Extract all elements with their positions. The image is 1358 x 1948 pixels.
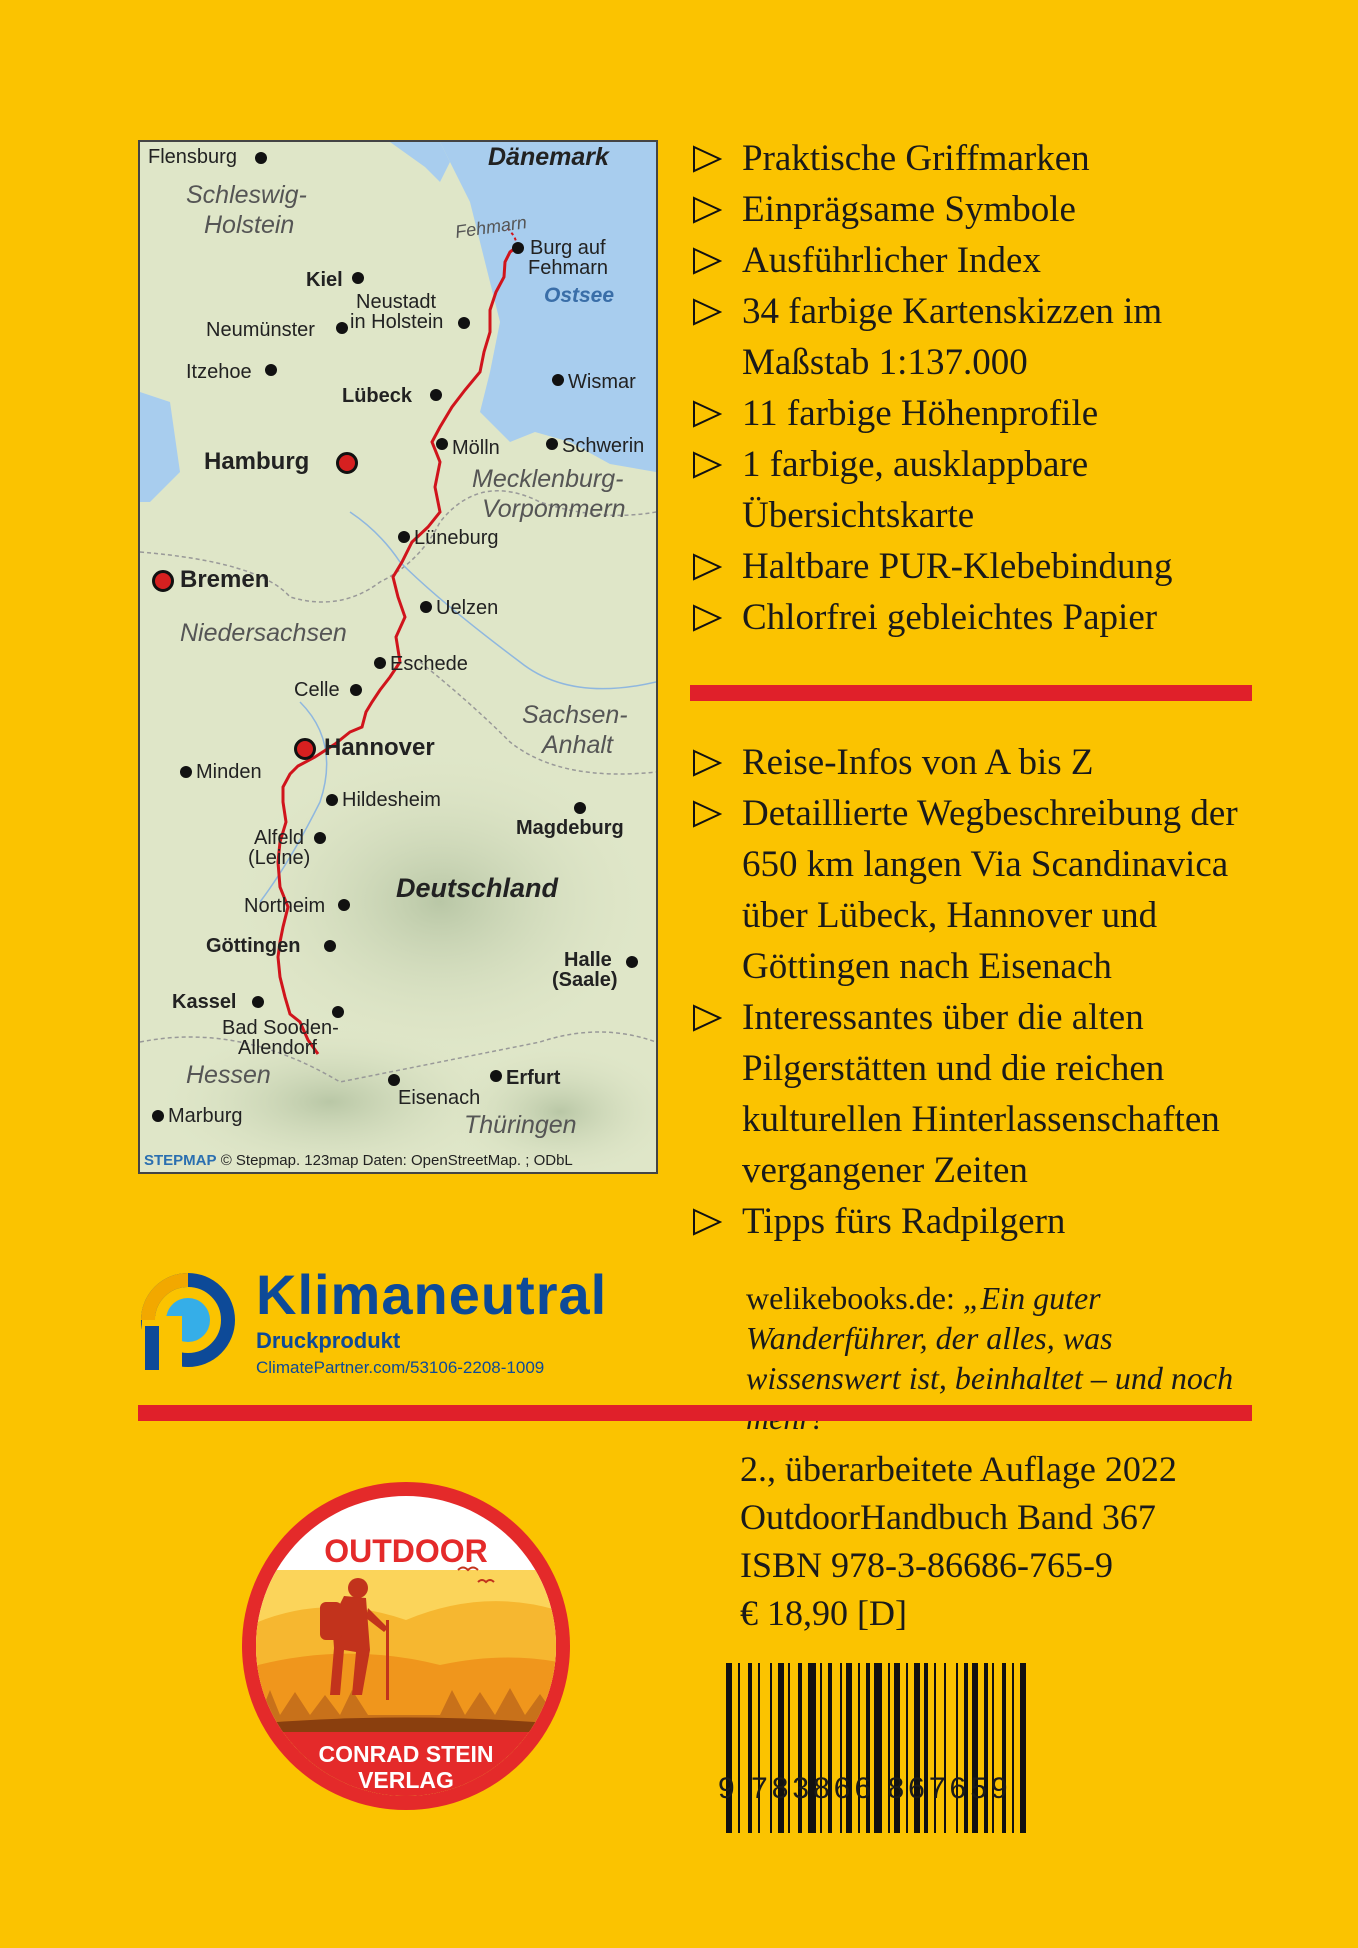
climatepartner-icon — [138, 1270, 238, 1380]
bremen-dot — [152, 570, 174, 592]
isbn-barcode — [724, 1663, 1104, 1833]
badge-line1: CONRAD STEIN — [318, 1741, 494, 1767]
list-item: Einprägsame Symbole — [690, 184, 1342, 235]
label-kassel: Kassel — [172, 991, 237, 1013]
label-leine: (Leine) — [248, 847, 311, 869]
triangle-bullet-icon — [692, 451, 722, 479]
label-allendorf: Allendorf — [238, 1037, 317, 1059]
label-saale: (Saale) — [552, 969, 618, 991]
label-minden: Minden — [196, 761, 262, 783]
luebeck-dot — [430, 389, 442, 401]
magdeburg-dot — [574, 802, 586, 814]
badge-top-text: OUTDOOR — [324, 1533, 488, 1569]
label-celle: Celle — [294, 679, 340, 701]
list-item: Praktische Griffmarken — [690, 133, 1342, 184]
burg-dot — [512, 242, 524, 254]
barcode-number: 9 783866 867659 — [718, 1772, 1012, 1805]
neumuenster-dot — [336, 322, 348, 334]
marburg-dot — [152, 1110, 164, 1122]
itzehoe-dot — [265, 364, 277, 376]
lueneburg-dot — [398, 531, 410, 543]
triangle-bullet-icon — [692, 196, 722, 224]
moelln-dot — [436, 438, 448, 450]
label-hannover: Hannover — [324, 734, 435, 761]
triangle-bullet-icon — [692, 298, 722, 326]
wismar-dot — [552, 374, 564, 386]
label-kiel: Kiel — [306, 269, 343, 291]
divider-red — [690, 685, 1252, 701]
label-meckl1: Mecklenburg- — [472, 465, 624, 493]
kassel-dot — [252, 996, 264, 1008]
list-item: 34 farbige Kartenskizzen im Maßstab 1:137.000 — [690, 286, 1262, 388]
label-hessen: Hessen — [186, 1061, 271, 1089]
hamburg-dot — [336, 452, 358, 474]
label-goettingen: Göttingen — [206, 935, 301, 957]
label-erfurt: Erfurt — [506, 1067, 561, 1089]
label-badsooden: Bad Sooden- — [222, 1017, 339, 1039]
label-burg2: Fehmarn — [528, 257, 609, 279]
alfeld-dot — [314, 832, 326, 844]
label-uelzen: Uelzen — [436, 597, 499, 619]
triangle-bullet-icon — [692, 247, 722, 275]
isbn: ISBN 978-3-86686-765-9 — [740, 1545, 1113, 1585]
triangle-bullet-icon — [692, 749, 722, 777]
label-halle: Halle — [564, 949, 612, 971]
list-item: Detaillierte Wegbeschreibung der 650 km langen Via Scandinavica über Lübeck, Hannover und Göttingen nach Eisenach — [690, 788, 1277, 992]
label-magdeburg: Magdeburg — [516, 817, 624, 839]
triangle-bullet-icon — [692, 400, 722, 428]
route-map — [138, 140, 658, 1174]
label-sachsen1: Sachsen- — [522, 701, 628, 729]
series: OutdoorHandbuch Band 367 — [740, 1497, 1156, 1537]
triangle-bullet-icon — [692, 1004, 722, 1032]
label-neustadt: Neustadt — [356, 291, 437, 313]
eisenach-dot — [388, 1074, 400, 1086]
label-alfeld: Alfeld — [254, 827, 305, 849]
klima-title: Klimaneutral — [256, 1263, 608, 1326]
label-flensburg: Flensburg — [148, 146, 237, 168]
divider-red-bottom — [138, 1405, 1252, 1421]
quote-text: „Ein guter Wanderführer, der alles, was wissenswert ist, beinhaltet – und noch — [746, 1280, 1234, 1396]
label-meckl2: Vorpommern — [482, 495, 626, 523]
erfurt-dot — [490, 1070, 502, 1082]
label-sachsen2: Anhalt — [542, 731, 613, 759]
label-neumuenster: Neumünster — [206, 319, 315, 341]
edition: 2., überarbeitete Auflage 2022 — [740, 1449, 1177, 1489]
label-ostsee: Ostsee — [544, 284, 615, 307]
flensburg-dot — [255, 152, 267, 164]
list-item: Interessantes über die alten Pilgerstätten und die reichen kulturellen Hinterlassenschaften vergangener Zeiten — [690, 992, 1312, 1196]
label-eschede: Eschede — [390, 653, 468, 675]
label-itzehoe: Itzehoe — [186, 361, 252, 383]
triangle-bullet-icon — [692, 145, 722, 173]
label-niedersachsen: Niedersachsen — [180, 619, 347, 647]
label-northeim: Northeim — [244, 895, 326, 917]
label-fehmarn-island: Fehmarn — [453, 212, 529, 242]
feature-list-print — [690, 133, 1342, 643]
list-item: Reise-Infos von A bis Z — [690, 737, 1312, 788]
map-credit-text: © Stepmap. 123map Daten: OpenStreetMap. ; ODbL — [220, 1152, 573, 1169]
minden-dot — [180, 766, 192, 778]
stepmap-logo: STEPMAP — [144, 1152, 217, 1169]
kiel-dot — [352, 272, 364, 284]
label-wismar: Wismar — [568, 371, 636, 393]
feature-list-content — [690, 737, 1312, 1247]
label-marburg: Marburg — [168, 1105, 243, 1127]
label-luebeck: Lübeck — [342, 385, 413, 407]
triangle-bullet-icon — [692, 553, 722, 581]
triangle-bullet-icon — [692, 800, 722, 828]
list-item: Tipps fürs Radpilgern — [690, 1196, 1312, 1247]
label-burg: Burg auf — [530, 237, 606, 259]
label-deutschland: Deutschland — [396, 873, 559, 903]
hannover-dot — [294, 738, 316, 760]
outdoor-badge — [240, 1480, 572, 1812]
schwerin-dot — [546, 438, 558, 450]
label-holstein: Holstein — [204, 211, 295, 239]
label-moelln: Mölln — [452, 437, 500, 459]
triangle-bullet-icon — [692, 1208, 722, 1236]
map-credit — [144, 1152, 573, 1169]
label-daenemark: Dänemark — [488, 143, 609, 171]
label-neustadt2: in Holstein — [350, 311, 444, 333]
label-bremen: Bremen — [180, 566, 270, 593]
neustadt-dot — [458, 317, 470, 329]
klima-subtitle: Druckprodukt — [256, 1328, 401, 1353]
klima-url[interactable]: ClimatePartner.com/53106-2208-1009 — [256, 1358, 545, 1377]
price: € 18,90 [D] — [740, 1593, 907, 1633]
halle-dot — [626, 956, 638, 968]
label-lueneburg: Lüneburg — [414, 527, 499, 549]
eschede-dot — [374, 657, 386, 669]
triangle-bullet-icon — [692, 604, 722, 632]
label-hamburg: Hamburg — [204, 448, 310, 475]
publication-info — [740, 1445, 1177, 1637]
celle-dot — [350, 684, 362, 696]
label-eisenach: Eisenach — [398, 1087, 481, 1109]
list-item: 11 farbige Höhenprofile — [690, 388, 1342, 439]
label-thueringen: Thüringen — [464, 1111, 577, 1139]
climate-neutral-logo — [138, 1263, 668, 1380]
list-item: Ausführlicher Index — [690, 235, 1342, 286]
label-hildesheim: Hildesheim — [342, 789, 441, 811]
badge-line2: VERLAG — [358, 1767, 454, 1793]
list-item: Haltbare PUR-Klebebindung — [690, 541, 1342, 592]
list-item: 1 farbige, ausklappbare Übersichtskarte — [690, 439, 1222, 541]
goettingen-dot — [324, 940, 336, 952]
list-item: Chlorfrei gebleichtes Papier — [690, 592, 1342, 643]
northeim-dot — [338, 899, 350, 911]
label-schwerin: Schwerin — [562, 435, 645, 457]
hildesheim-dot — [326, 794, 338, 806]
uelzen-dot — [420, 601, 432, 613]
label-schleswig: Schleswig- — [186, 181, 307, 209]
quote-source: welikebooks.de: — [746, 1280, 955, 1316]
